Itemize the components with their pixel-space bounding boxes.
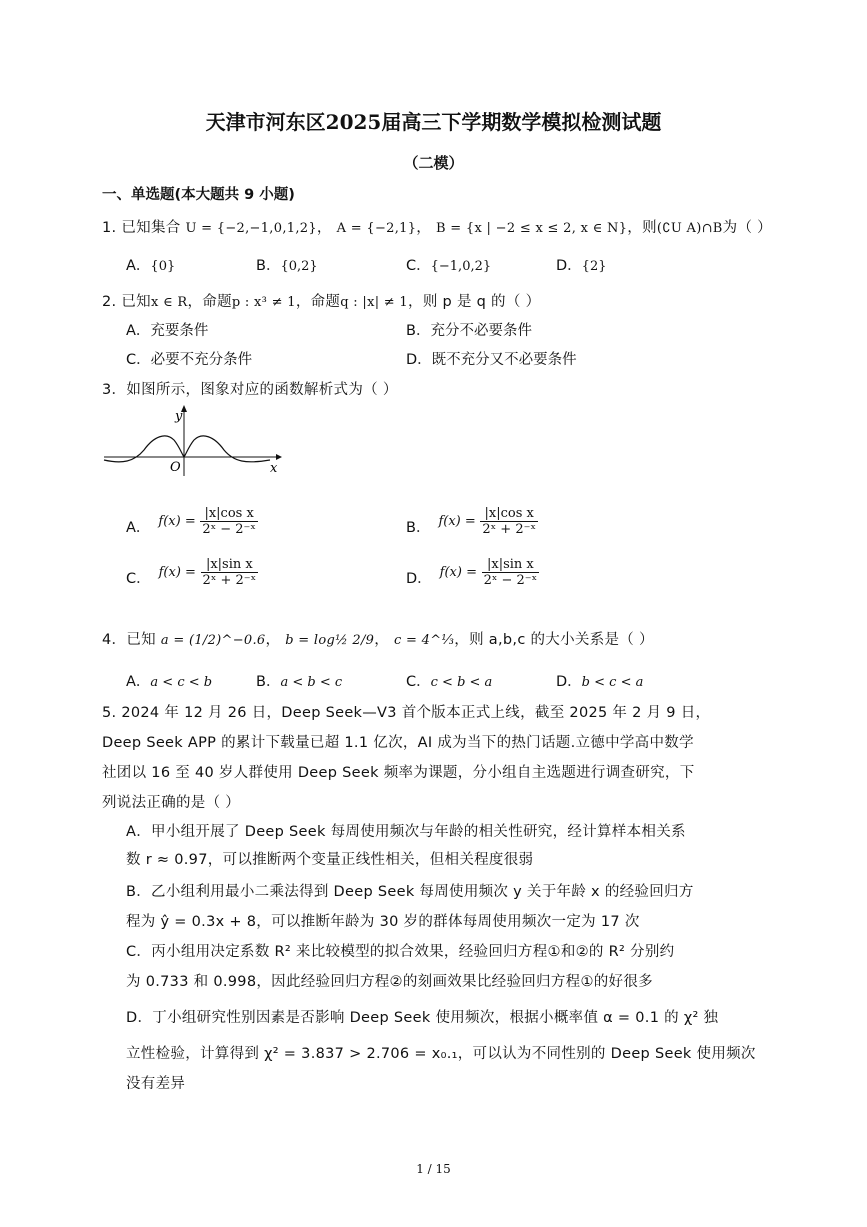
q3-option-c: C． f(x) = $\frac{\text{|x|sin x}}{\text{2ˣ + 2⁻ˣ}}$ xyxy=(126,557,257,588)
q1-option-b: B．{0,2} xyxy=(256,258,318,274)
q4-option-b: B．a < b < c xyxy=(256,674,343,690)
q5-option-b-line-1: B．乙小组利用最小二乘法得到 Deep Seek 每周使用频次 y 关于年龄 x 的经验回归方 xyxy=(126,884,694,900)
q1-option-a: A．{0} xyxy=(126,258,176,274)
q5-line-4: 列说法正确的是（ ） xyxy=(102,795,241,811)
q2-cond: x ∈ R xyxy=(150,295,188,310)
x-axis-arrow xyxy=(276,454,282,460)
q2-option-b: B．充分不必要条件 xyxy=(406,323,532,339)
q1-set-b: B = {x | −2 ≤ x ≤ 2, x ∈ N} xyxy=(436,221,628,236)
x-label: x xyxy=(270,461,278,476)
q5-option-d-line-1: D．丁小组研究性别因素是否影响 Deep Seek 使用频次，根据小概率值 α = 0.1 的 χ² 独 xyxy=(126,1010,719,1026)
q1-mid: ，则 xyxy=(627,220,657,236)
page-subtitle: （二模） xyxy=(403,154,464,172)
section-heading: 一、单选题(本大题共 9 小题) xyxy=(102,187,295,203)
function-graph xyxy=(100,402,285,480)
q4-c: c = 4^⅓ xyxy=(393,633,455,648)
q2-option-a: A．充要条件 xyxy=(126,323,209,339)
q1-suffix: 为（ ） xyxy=(722,220,772,236)
q5-option-b-line-2: 程为 ŷ = 0.3x + 8，可以推断年龄为 30 岁的群体每周使用频次一定为 17 次 xyxy=(126,914,640,930)
q1-set-u: U = {−2,−1,0,1,2} xyxy=(185,221,317,236)
page-title: 天津市河东区2025届高三下学期数学模拟检测试题 xyxy=(205,110,662,134)
q5-option-a-line-1: A．甲小组开展了 Deep Seek 每周使用频次与年龄的相关性研究，经计算样本相关系 xyxy=(126,824,686,840)
q4-b: b = log½ 2/9 xyxy=(285,633,375,648)
q4-a: a = (1/2)^−0.6 xyxy=(160,633,266,648)
page-number: 1 / 15 xyxy=(416,1162,451,1176)
q5-option-d-line-2: 立性检验，计算得到 χ² = 3.837 > 2.706 = x₀.₁，可以认为不同性别的 Deep Seek 使用频次 xyxy=(126,1046,756,1062)
question-2-stem: 2. 已知x ∈ R，命题p : x³ ≠ 1，命题q : |x| ≠ 1，则 p 是 q 的（ ） xyxy=(102,294,541,310)
question-3-stem: 3．如图所示，图象对应的函数解析式为（ ） xyxy=(102,382,398,398)
q5-option-c-line-2: 为 0.733 和 0.998，因此经验回归方程②的刻画效果比经验回归方程①的好很多 xyxy=(126,974,653,990)
q3-option-d: D． f(x) = $\frac{\text{|x|sin x}}{\text{2ˣ − 2⁻ˣ}}$ xyxy=(406,557,538,588)
y-label: y xyxy=(175,409,183,424)
q5-line-3: 社团以 16 至 40 岁人群使用 Deep Seek 频率为课题，分小组自主选题进行调查研究，下 xyxy=(102,765,695,781)
q1-expr: (∁U A)∩B xyxy=(656,221,723,236)
function-curve xyxy=(104,436,270,462)
q4-option-a: A．a < c < b xyxy=(126,674,213,690)
q3-option-b: B． f(x) = $\frac{\text{|x|cos x}}{\text{2ˣ + 2⁻ˣ}}$ xyxy=(406,506,536,537)
q1-prefix: 1. 已知集合 xyxy=(102,220,181,236)
q3-option-a: A． f(x) = $\frac{\text{|x|cos x}}{\text{2ˣ − 2⁻ˣ}}$ xyxy=(126,506,256,537)
question-1-stem: 1. 已知集合 U = {−2,−1,0,1,2}， A = {−2,1}， B = {x | −2 ≤ x ≤ 2, x ∈ N}，则(∁U A)∩B为（ ） xyxy=(102,220,772,236)
q5-option-c-line-1: C．丙小组用决定系数 R² 来比较模型的拟合效果，经验回归方程①和②的 R² 分别约 xyxy=(126,944,675,960)
q4-option-c: C．c < b < a xyxy=(406,674,493,690)
q2-q: q : |x| ≠ 1 xyxy=(340,295,409,310)
q4-option-d: D．b < c < a xyxy=(556,674,644,690)
q2-option-c: C．必要不充分条件 xyxy=(126,352,253,368)
q1-set-a: A = {−2,1} xyxy=(336,221,417,236)
q1-option-d: D．{2} xyxy=(556,258,607,274)
q1-option-c: C．{−1,0,2} xyxy=(406,258,492,274)
question-4-stem: 4．已知 a = (1/2)^−0.6， b = log½ 2/9， c = 4^⅓，则 a,b,c 的大小关系是（ ） xyxy=(102,632,654,648)
q5-line-2: Deep Seek APP 的累计下载量已超 1.1 亿次，AI 成为当下的热门话题.立德中学高中数学 xyxy=(102,735,694,751)
origin-label: O xyxy=(170,460,181,475)
q5-option-a-line-2: 数 r ≈ 0.97，可以推断两个变量正线性相关，但相关程度很弱 xyxy=(126,852,534,868)
q2-p: p : x³ ≠ 1 xyxy=(231,295,296,310)
q5-option-d-line-3: 没有差异 xyxy=(126,1076,186,1092)
q5-line-1: 5. 2024 年 12 月 26 日，Deep Seek—V3 首个版本正式上线，截至 2025 年 2 月 9 日， xyxy=(102,705,711,721)
q2-option-d: D．既不充分又不必要条件 xyxy=(406,352,577,368)
